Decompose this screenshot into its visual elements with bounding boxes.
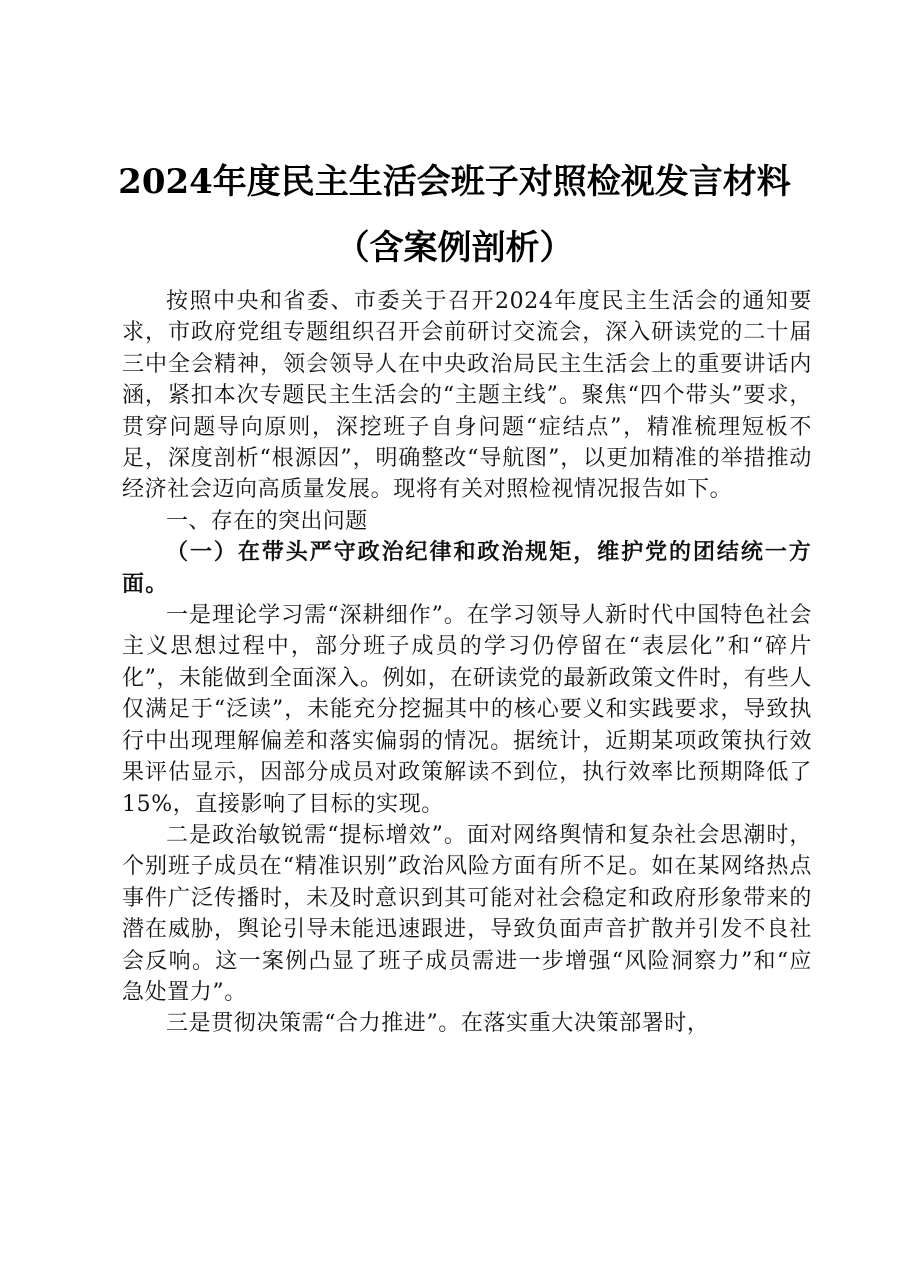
document-body (122, 286, 812, 1040)
section-heading: 一、存在的突出问题 (166, 508, 368, 534)
document-subtitle: （含案例剖析） (335, 228, 574, 268)
body-paragraph: 三是贯彻决策需“合力推进”。在落实重大决策部署时， (166, 1011, 710, 1037)
document-title: 2024年度民主生活会班子对照检视发言材料 (118, 162, 791, 202)
intro-paragraph: 按照中央和省委、市委关于召开2024年度民主生活会的通知要求，市政府党组专题组织召开会前研讨交流会，深入研读党的二十届三中全会精神，领会领导人在中央政治局民主生活会上的重要讲话内涵，紧扣本次专题民主生活会的“主题主线”。聚焦“四个带头”要求，贯穿问题导向原则，深挖班子自身问题“症结点”，精准梳理短板不足，深度剖析“根源因”，明确整改“导航图”，以更加精准的举措推动经济社会迈向高质量发展。现将有关对照检视情况报告如下。 (122, 289, 812, 503)
body-paragraph: 二是政治敏锐需“提标增效”。面对网络舆情和复杂社会思潮时，个别班子成员在“精准识别”政治风险方面有所不足。如在某网络热点事件广泛传播时，未及时意识到其可能对社会稳定和政府形象带来的潜在威胁，舆论引导未能迅速跟进，导致负面声音扩散并引发不良社会反响。这一案例凸显了班子成员需进一步增强“风险洞察力”和“应急处置力”。 (122, 822, 812, 1005)
subsection-heading: （一）在带头严守政治纪律和政治规矩，维护党的团结统一方面。 (122, 539, 812, 597)
body-paragraph: 一是理论学习需“深耕细作”。在学习领导人新时代中国特色社会主义思想过程中，部分班子成员的学习仍停留在“表层化”和“碎片化”，未能做到全面深入。例如，在研读党的最新政策文件时，有些人仅满足于“泛读”，未能充分挖掘其中的核心要义和实践要求，导致执行中出现理解偏差和落实偏弱的情况。据统计，近期某项政策执行效果评估显示，因部分成员对政策解读不到位，执行效率比预期降低了15%，直接影响了目标的实现。 (122, 603, 812, 817)
